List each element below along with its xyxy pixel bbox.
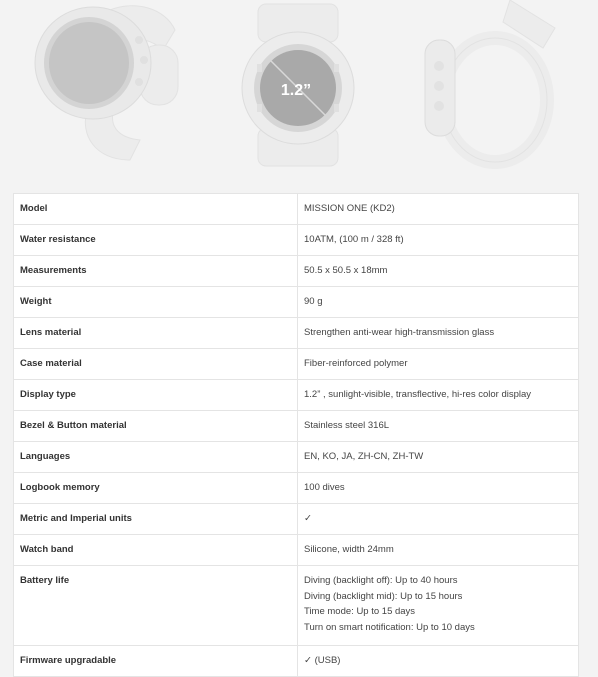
spec-key: Model (14, 194, 298, 225)
watch-angled-image (25, 0, 185, 165)
spec-row (14, 287, 579, 318)
spec-key: Lens material (14, 318, 298, 349)
spec-key: Battery life (14, 566, 298, 646)
spec-key: Bezel & Button material (14, 411, 298, 442)
spec-row (14, 225, 579, 256)
spec-value: 10ATM, (100 m / 328 ft) (298, 225, 579, 256)
battery-life-value (298, 566, 579, 646)
spec-key: Measurements (14, 256, 298, 287)
spec-value: EN, KO, JA, ZH-CN, ZH-TW (298, 442, 579, 473)
battery-line: Time mode: Up to 15 days (304, 606, 416, 617)
spec-row (14, 349, 579, 380)
spec-value: Silicone, width 24mm (298, 535, 579, 566)
spec-row (14, 380, 579, 411)
spec-row (14, 646, 579, 677)
watch-side-image (415, 0, 565, 170)
spec-key: Watch band (14, 535, 298, 566)
spec-value: 50.5 x 50.5 x 18mm (298, 256, 579, 287)
spec-value: 90 g (298, 287, 579, 318)
battery-line: Diving (backlight mid): Up to 15 hours (304, 590, 463, 602)
spec-value: ✓ (298, 504, 579, 535)
spec-value: Fiber-reinforced polymer (298, 349, 579, 380)
spec-value: 1.2” , sunlight-visible, transflective, hi-res color display (298, 380, 579, 411)
spec-key: Display type (14, 380, 298, 411)
spec-value: 100 dives (298, 473, 579, 504)
display-size-label: 1.2” (280, 82, 312, 99)
battery-line: Diving (backlight off): Up to 40 hours (304, 575, 458, 586)
product-images (0, 0, 598, 181)
spec-row (14, 194, 579, 225)
spec-row (14, 473, 579, 504)
spec-key: Logbook memory (14, 473, 298, 504)
spec-key: Firmware upgradable (14, 646, 298, 677)
spec-row (14, 504, 579, 535)
battery-line: Turn on smart notification: Up to 10 days (304, 621, 475, 633)
spec-row (14, 256, 579, 287)
spec-row (14, 318, 579, 349)
spec-value: Stainless steel 316L (298, 411, 579, 442)
spec-value: MISSION ONE (KD2) (298, 194, 579, 225)
spec-key: Case material (14, 349, 298, 380)
spec-row (14, 535, 579, 566)
spec-key: Languages (14, 442, 298, 473)
spec-row (14, 411, 579, 442)
spec-value: Strengthen anti-wear high-transmission glass (298, 318, 579, 349)
watch-front-image (238, 0, 358, 170)
spec-key: Metric and Imperial units (14, 504, 298, 535)
spec-value: ✓ (USB) (298, 646, 579, 677)
spec-row-battery (14, 566, 579, 646)
spec-key: Weight (14, 287, 298, 318)
spec-key: Water resistance (14, 225, 298, 256)
spec-row (14, 442, 579, 473)
specs-table (13, 193, 579, 677)
